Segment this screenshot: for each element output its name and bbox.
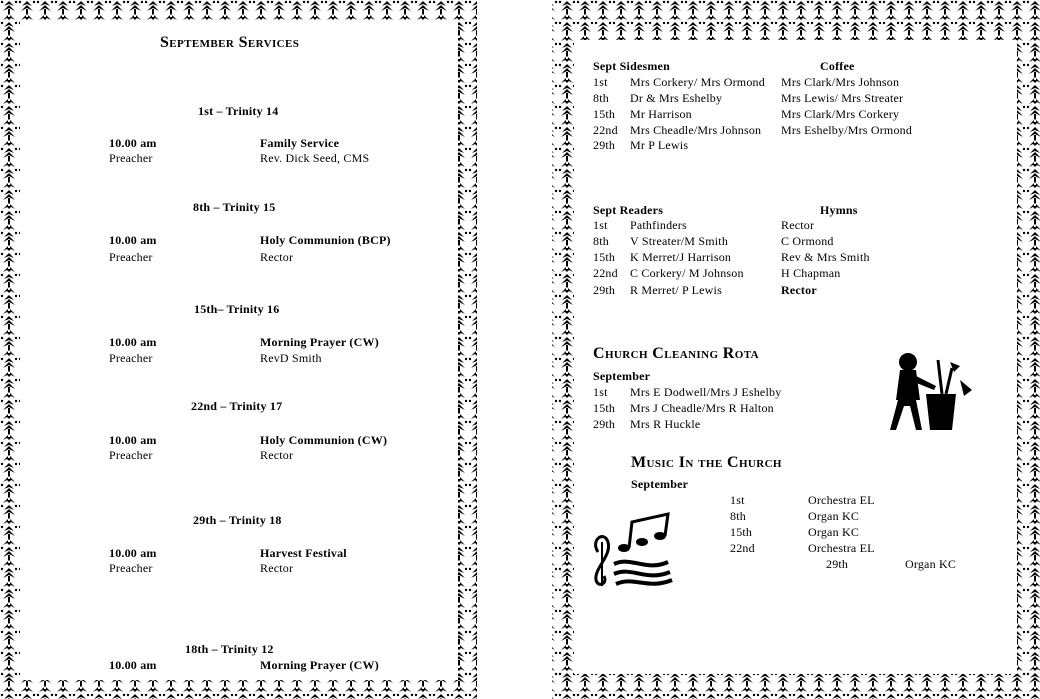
music-name: Orchestra EL [808, 493, 875, 507]
service-name: Family Service [260, 136, 340, 150]
cleaning-name: Mrs E Dodwell/Mrs J Eshelby [630, 385, 782, 399]
music-name: Organ KC [808, 509, 860, 523]
cleaning-date: 1st [593, 385, 608, 399]
service-heading: 22nd – Trinity 17 [191, 399, 283, 413]
readers-name: K Merret/J Harrison [630, 250, 732, 264]
music-name: Organ KC [808, 525, 860, 539]
music-title: Music In the Church [631, 454, 782, 471]
service-role: Preacher [109, 561, 153, 575]
cleaning-name: Mrs R Huckle [630, 417, 701, 431]
service-time: 10.00 am [109, 433, 157, 447]
service-time: 10.00 am [109, 658, 157, 672]
service-heading: 29th – Trinity 18 [193, 513, 282, 527]
page-gutter [477, 0, 552, 699]
readers-name: R Merret/ P Lewis [630, 283, 722, 297]
service-person: Rector [260, 250, 294, 264]
service-name: Morning Prayer (CW) [260, 658, 379, 672]
service-person: RevD Smith [260, 351, 322, 365]
sidesmen-date: 22nd [593, 123, 618, 137]
hymns-name: C Ormond [781, 234, 834, 248]
cleaner-icon [880, 350, 976, 438]
hymns-name: Rector [781, 283, 817, 297]
sidesmen-date: 1st [593, 75, 608, 89]
service-heading: 15th– Trinity 16 [194, 302, 280, 316]
readers-date: 1st [593, 218, 608, 232]
readers-date: 15th [593, 250, 616, 264]
service-role: Preacher [109, 448, 153, 462]
readers-name: C Corkery/ M Johnson [630, 266, 744, 280]
readers-name: V Streater/M Smith [630, 234, 729, 248]
page-title: September Services [160, 34, 300, 51]
service-person: Rev. Dick Seed, CMS [260, 151, 370, 165]
coffee-header: Coffee [820, 59, 855, 73]
service-time: 10.00 am [109, 335, 157, 349]
music-date: 29th [826, 557, 849, 571]
music-month: September [631, 477, 689, 491]
service-heading: 18th – Trinity 12 [185, 642, 274, 656]
coffee-name: Mrs Lewis/ Mrs Streater [781, 91, 904, 105]
music-name: Organ KC [905, 557, 957, 571]
service-name: Harvest Festival [260, 546, 347, 560]
hymns-name: H Chapman [781, 266, 841, 280]
music-notes-icon [588, 512, 680, 588]
coffee-name: Mrs Eshelby/Mrs Ormond [781, 123, 913, 137]
service-time: 10.00 am [109, 136, 157, 150]
hymns-name: Rector [781, 218, 815, 232]
sidesmen-date: 29th [593, 138, 616, 152]
hymns-header: Hymns [820, 203, 858, 217]
service-heading: 1st – Trinity 14 [198, 104, 279, 118]
sidesmen-date: 8th [593, 91, 609, 105]
service-role: Preacher [109, 151, 153, 165]
service-name: Holy Communion (BCP) [260, 233, 391, 247]
service-person: Rector [260, 448, 294, 462]
sidesmen-header: Sept Sidesmen [593, 59, 670, 73]
service-name: Morning Prayer (CW) [260, 335, 379, 349]
sidesmen-name: Dr & Mrs Eshelby [630, 91, 723, 105]
service-name: Holy Communion (CW) [260, 433, 388, 447]
coffee-name: Mrs Clark/Mrs Johnson [781, 75, 900, 89]
music-date: 15th [730, 525, 753, 539]
service-time: 10.00 am [109, 546, 157, 560]
sidesmen-name: Mr P Lewis [630, 138, 689, 152]
readers-date: 22nd [593, 266, 618, 280]
cleaning-date: 15th [593, 401, 616, 415]
cleaning-date: 29th [593, 417, 616, 431]
right-page [574, 40, 1017, 674]
sidesmen-name: Mrs Corkery/ Mrs Ormond [630, 75, 765, 89]
service-time: 10.00 am [109, 233, 157, 247]
sidesmen-name: Mrs Cheadle/Mrs Johnson [630, 123, 762, 137]
readers-date: 29th [593, 283, 616, 297]
coffee-name: Mrs Clark/Mrs Corkery [781, 107, 900, 121]
service-person: Rector [260, 561, 294, 575]
cleaning-name: Mrs J Cheadle/Mrs R Halton [630, 401, 774, 415]
sidesmen-name: Mr Harrison [630, 107, 692, 121]
music-name: Orchestra EL [808, 541, 875, 555]
service-role: Preacher [109, 351, 153, 365]
cleaning-month: September [593, 369, 651, 383]
service-role: Preacher [109, 250, 153, 264]
music-date: 1st [730, 493, 745, 507]
readers-header: Sept Readers [593, 203, 664, 217]
service-heading: 8th – Trinity 15 [193, 200, 276, 214]
music-date: 22nd [730, 541, 755, 555]
readers-date: 8th [593, 234, 609, 248]
sidesmen-date: 15th [593, 107, 616, 121]
readers-name: Pathfinders [630, 218, 687, 232]
music-date: 8th [730, 509, 746, 523]
cleaning-title: Church Cleaning Rota [593, 345, 759, 362]
hymns-name: Rev & Mrs Smith [781, 250, 870, 264]
left-page [20, 20, 458, 680]
